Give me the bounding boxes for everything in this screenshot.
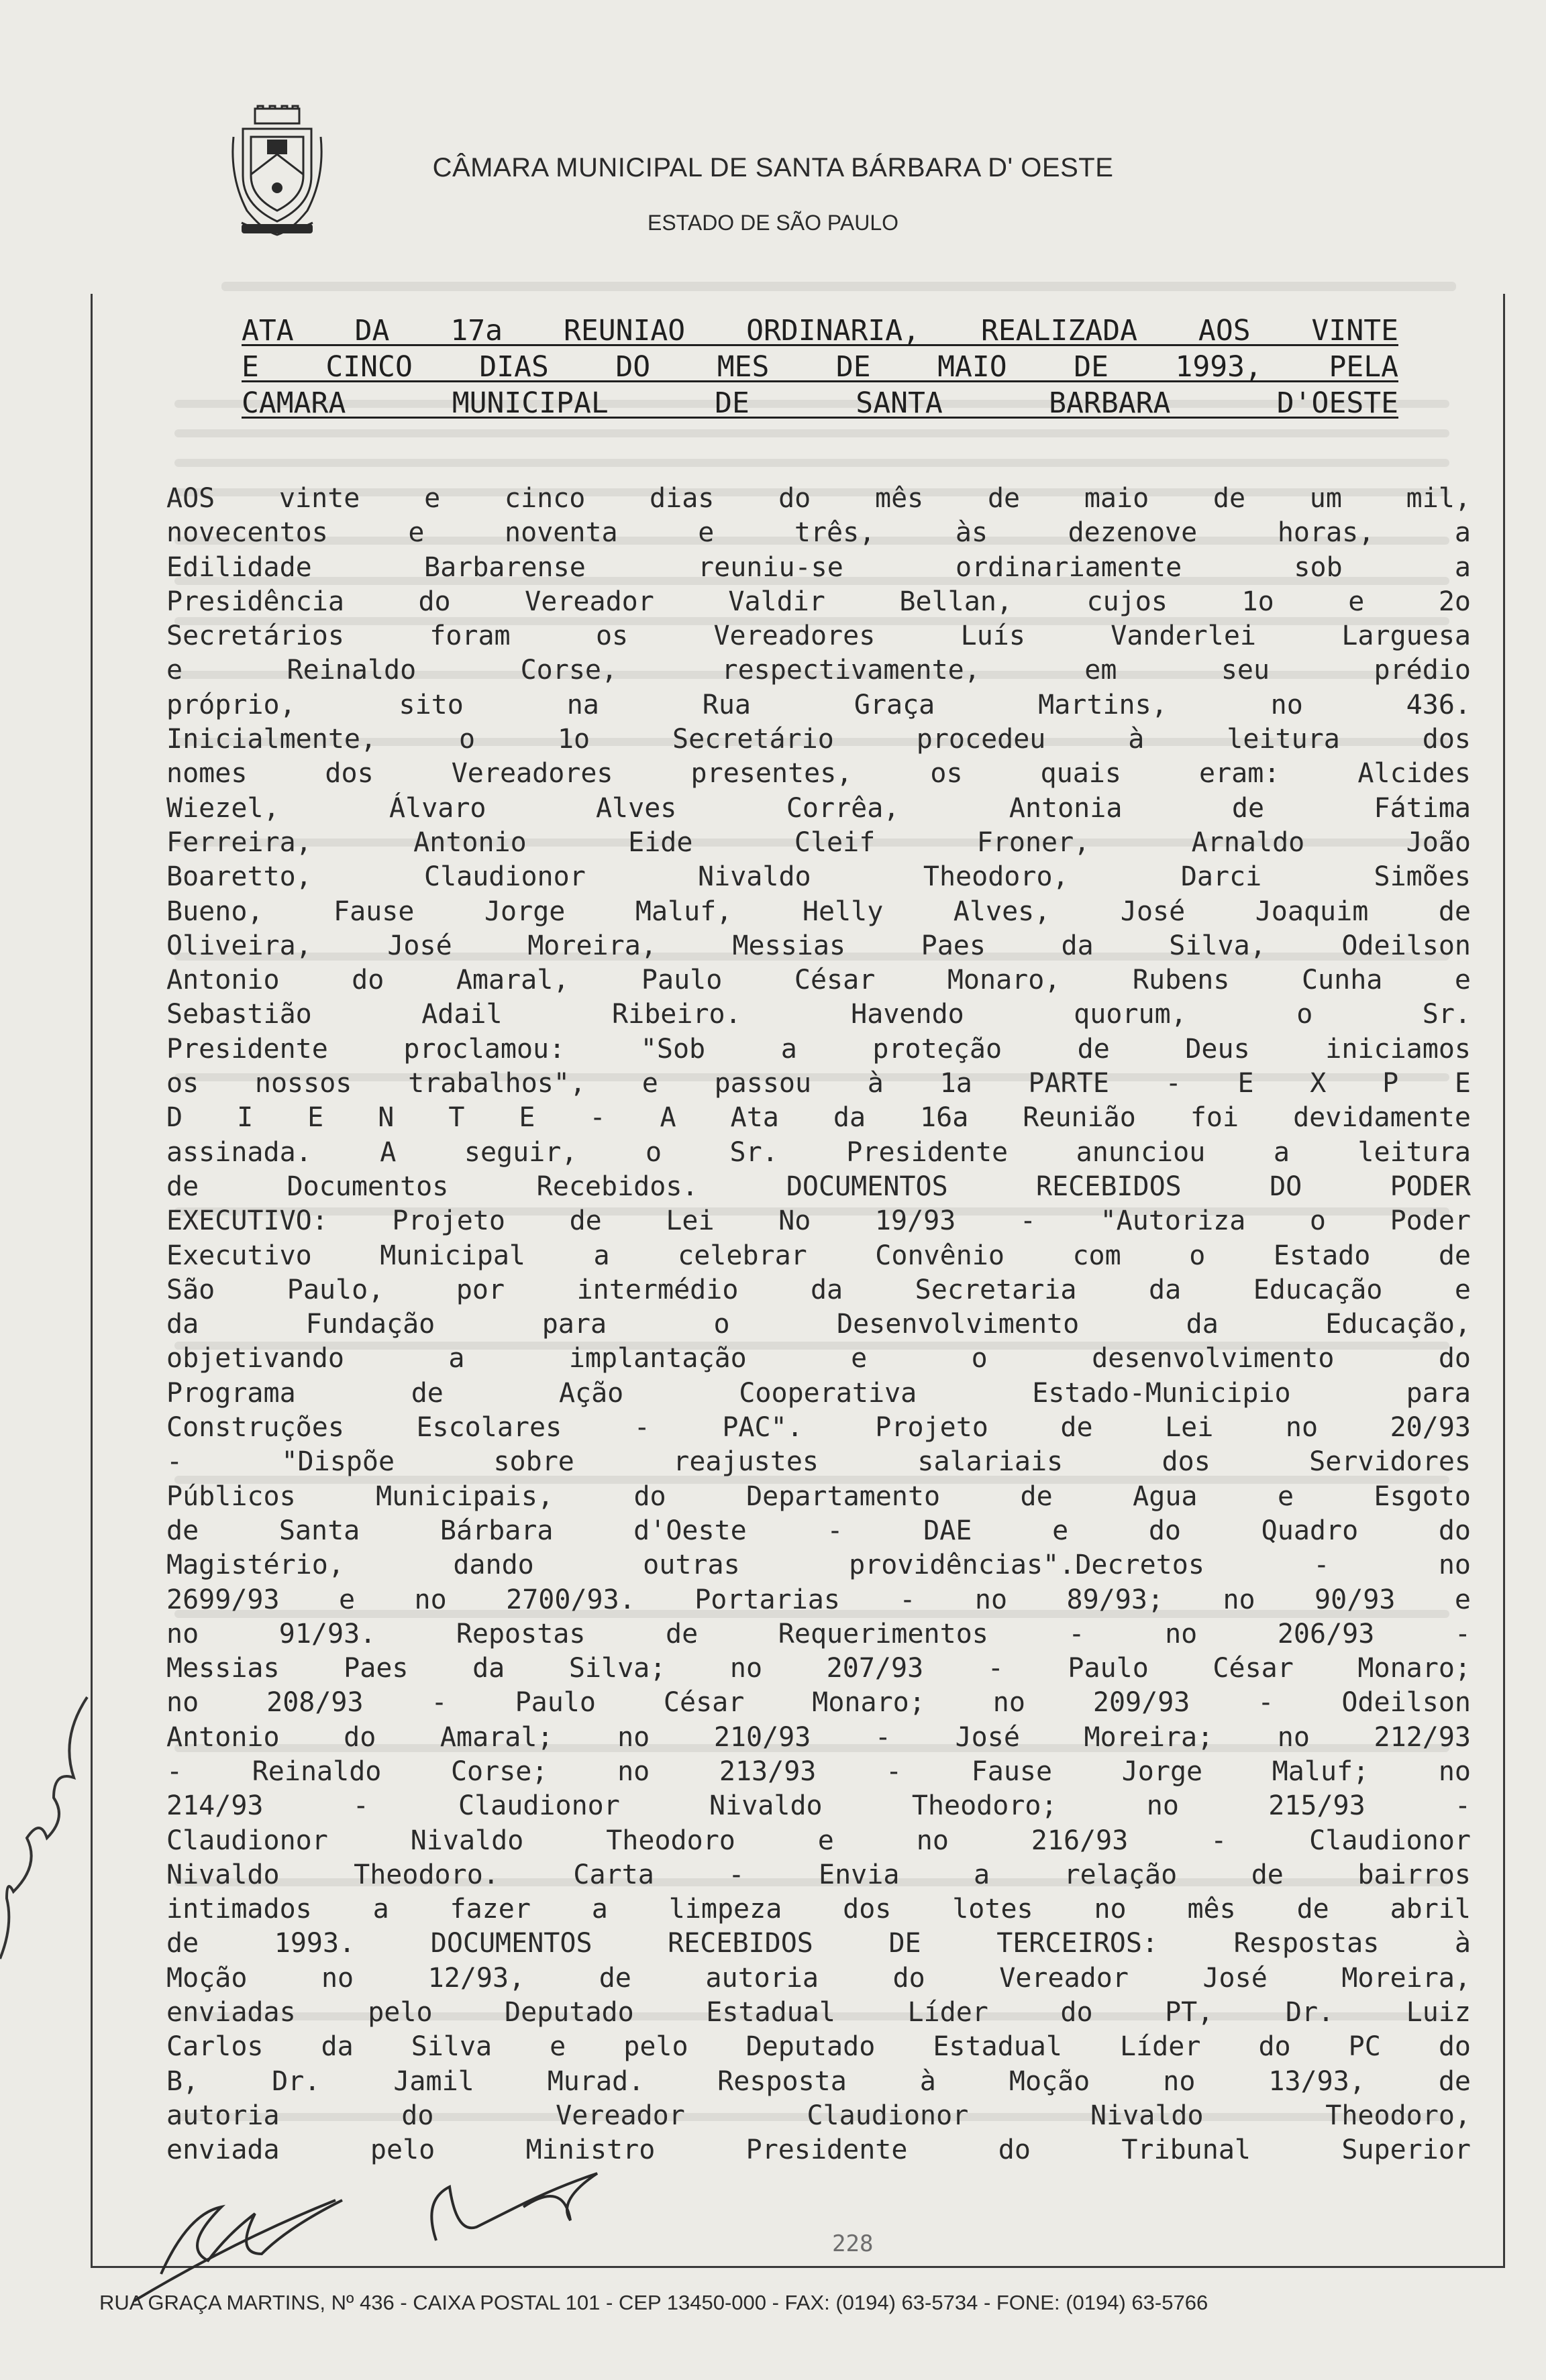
- body-line: Antonio do Amaral, Paulo César Monaro, Rubens Cunha e: [166, 965, 1471, 996]
- body-line: Inicialmente, o 1o Secretário procedeu à leitura dos: [166, 724, 1471, 755]
- body-line: Messias Paes da Silva; no 207/93 - Paulo César Monaro;: [166, 1653, 1471, 1684]
- body-line: Wiezel, Álvaro Alves Corrêa, Antonia de Fátima: [166, 792, 1471, 824]
- body-line: no 208/93 - Paulo César Monaro; no 209/93 - Odeilson: [166, 1687, 1471, 1719]
- body-line: de Santa Bárbara d'Oeste - DAE e do Quadro do: [166, 1515, 1471, 1546]
- minutes-title: [242, 313, 1398, 421]
- body-line: Programa de Ação Cooperativa Estado-Municipio para: [166, 1377, 1471, 1409]
- body-line: novecentos e noventa e três, às dezenove horas, a: [166, 517, 1471, 549]
- body-line: Carlos da Silva e pelo Deputado Estadual Líder do PC do: [166, 2031, 1471, 2063]
- body-line: Presidência do Vereador Valdir Bellan, cujos 1o e 2o: [166, 586, 1471, 617]
- page-number: 228: [832, 2230, 874, 2257]
- body-line: nomes dos Vereadores presentes, os quais eram: Alcides: [166, 758, 1471, 790]
- body-line: Executivo Municipal a celebrar Convênio com o Estado de: [166, 1240, 1471, 1271]
- body-line: Moção no 12/93, de autoria do Vereador José Moreira,: [166, 1962, 1471, 1994]
- body-line: os nossos trabalhos", e passou à 1a PARTE - E X P E: [166, 1068, 1471, 1099]
- body-line: da Fundação para o Desenvolvimento da Educação,: [166, 1309, 1471, 1340]
- body-line: EXECUTIVO: Projeto de Lei No 19/93 - "Autoriza o Poder: [166, 1205, 1471, 1237]
- body-line: 214/93 - Claudionor Nivaldo Theodoro; no 215/93 -: [166, 1790, 1471, 1822]
- body-line: Ferreira, Antonio Eide Cleif Froner, Arnaldo João: [166, 826, 1471, 858]
- title-line: ATA DA 17a REUNIAO ORDINARIA, REALIZADA AOS VINTE: [242, 314, 1398, 347]
- body-line: de Documentos Recebidos. DOCUMENTOS RECEBIDOS DO PODER: [166, 1171, 1471, 1202]
- chamber-name: CÂMARA MUNICIPAL DE SANTA BÁRBARA D' OESTE: [432, 153, 1114, 182]
- body-line: Construções Escolares - PAC". Projeto de Lei no 20/93: [166, 1412, 1471, 1444]
- body-line: B, Dr. Jamil Murad. Resposta à Moção no 13/93, de: [166, 2065, 1471, 2097]
- body-line: próprio, sito na Rua Graça Martins, no 436.: [166, 689, 1471, 720]
- body-line: - "Dispõe sobre reajustes salariais dos Servidores: [166, 1446, 1471, 1478]
- body-line: Claudionor Nivaldo Theodoro e no 216/93 - Claudionor: [166, 1825, 1471, 1856]
- body-line: objetivando a implantação e o desenvolvimento do: [166, 1343, 1471, 1374]
- body-line: Oliveira, José Moreira, Messias Paes da Silva, Odeilson: [166, 930, 1471, 961]
- body-line: Boaretto, Claudionor Nivaldo Theodoro, Darci Simões: [166, 861, 1471, 893]
- body-line: Bueno, Fause Jorge Maluf, Helly Alves, José Joaquim de: [166, 896, 1471, 927]
- body-line: no 91/93. Repostas de Requerimentos - no 206/93 -: [166, 1618, 1471, 1649]
- body-line: assinada. A seguir, o Sr. Presidente anunciou a leitura: [166, 1136, 1471, 1168]
- body-line: AOS vinte e cinco dias do mês de maio de um mil,: [166, 483, 1471, 514]
- body-line: intimados a fazer a limpeza dos lotes no mês de abril: [166, 1894, 1471, 1925]
- body-line: Magistério, dando outras providências".Decretos - no: [166, 1550, 1471, 1581]
- body-line: São Paulo, por intermédio da Secretaria da Educação e: [166, 1274, 1471, 1305]
- body-line: D I E N T E - A Ata da 16a Reunião foi devidamente: [166, 1102, 1471, 1134]
- margin-signature: [0, 1690, 101, 1972]
- body-line: Antonio do Amaral; no 210/93 - José Moreira; no 212/93: [166, 1721, 1471, 1753]
- body-line: Nivaldo Theodoro. Carta - Envia a relação de bairros: [166, 1859, 1471, 1890]
- body-line: Sebastião Adail Ribeiro. Havendo quorum, o Sr.: [166, 999, 1471, 1030]
- minutes-body: [166, 482, 1471, 2168]
- title-line: E CINCO DIAS DO MES DE MAIO DE 1993, PELA: [242, 350, 1398, 384]
- body-line: enviadas pelo Deputado Estadual Líder do PT, Dr. Luiz: [166, 1997, 1471, 2029]
- body-line: 2699/93 e no 2700/93. Portarias - no 89/93; no 90/93 e: [166, 1584, 1471, 1615]
- title-line: CAMARA MUNICIPAL DE SANTA BARBARA D'OESTE: [242, 386, 1398, 420]
- body-line: Públicos Municipais, do Departamento de Agua e Esgoto: [166, 1480, 1471, 1512]
- body-line: e Reinaldo Corse, respectivamente, em seu prédio: [166, 655, 1471, 686]
- body-line: enviada pelo Ministro Presidente do Tribunal Superior: [166, 2134, 1471, 2166]
- body-line: autoria do Vereador Claudionor Nivaldo Theodoro,: [166, 2100, 1471, 2131]
- body-line: de 1993. DOCUMENTOS RECEBIDOS DE TERCEIROS: Respostas à: [166, 1928, 1471, 1959]
- body-line: - Reinaldo Corse; no 213/93 - Fause Jorge Maluf; no: [166, 1755, 1471, 1787]
- footer-address: RUA GRAÇA MARTINS, Nº 436 - CAIXA POSTAL 101 - CEP 13450-000 - FAX: (0194) 63-5734 - FONE: (0194) 63-5766: [99, 2291, 1208, 2314]
- body-line: Edilidade Barbarense reuniu-se ordinariamente sob a: [166, 551, 1471, 583]
- body-line: Secretários foram os Vereadores Luís Vanderlei Larguesa: [166, 620, 1471, 652]
- state-name: ESTADO DE SÃO PAULO: [647, 211, 898, 235]
- body-line: Presidente proclamou: "Sob a proteção de Deus iniciamos: [166, 1033, 1471, 1065]
